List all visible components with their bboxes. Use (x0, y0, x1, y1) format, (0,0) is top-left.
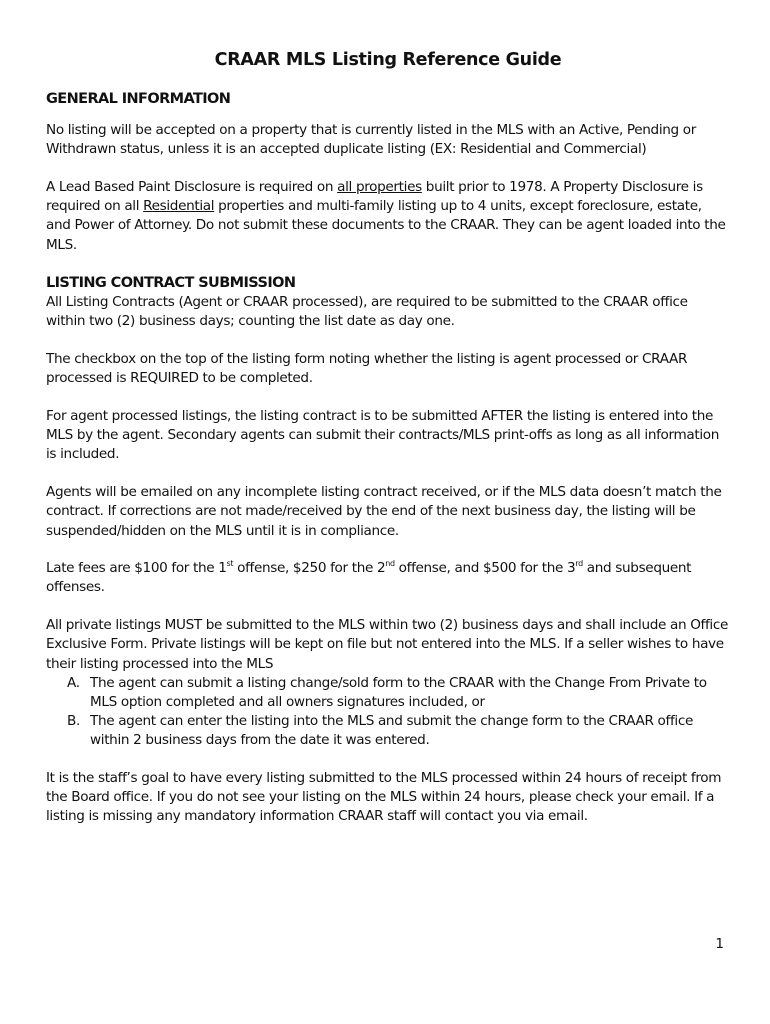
private-listings-paragraph: All private listings MUST be submitted to the MLS within two (2) business days and shall include an Office Exclusive Form. Private listings will be kept on file but not entered into the MLS. If a seller wishes to have their listing processed into the MLS (46, 617, 728, 672)
page-number: 1 (715, 936, 724, 952)
document-page (46, 48, 730, 845)
general-paragraph-2 (46, 178, 730, 255)
list-item (46, 712, 730, 750)
text-run: and subsequent offenses. (46, 560, 692, 596)
text-run: built prior to 1978. A Property Disclosure is required on all (46, 178, 703, 215)
underlined-text: all properties (337, 178, 422, 195)
ordinal-suffix: st (226, 559, 234, 569)
list-item (46, 674, 730, 712)
ordinal-suffix: rd (575, 559, 583, 569)
late-fees-paragraph (46, 559, 730, 597)
text-run: offense, $250 for the 2 (233, 560, 386, 577)
ordinal-suffix: nd (385, 559, 395, 569)
text-run: A Lead Based Paint Disclosure is required on (46, 178, 338, 195)
text-run: Late fees are $100 for the 1 (46, 560, 227, 577)
list-item-text: The agent can submit a listing change/sold form to the CRAAR with the Change From Private to MLS option completed and all owners signatures included, or (90, 674, 707, 710)
list-item-text: The agent can enter the listing into the MLS and submit the change form to the CRAAR office within 2 business days from the date it was entered. (90, 713, 693, 749)
general-paragraph-1: No listing will be accepted on a property that is currently listed in the MLS with an Active, Pending or Withdrawn status, unless it is an accepted duplicate listing (EX: Residential and Commercial) (46, 122, 696, 158)
general-information-heading: GENERAL INFORMATION (46, 91, 231, 107)
list-marker: A. (67, 674, 80, 691)
document-title: CRAAR MLS Listing Reference Guide (214, 50, 562, 70)
text-run: offense, and $500 for the 3 (394, 560, 576, 577)
listing-paragraph-3: For agent processed listings, the listing contract is to be submitted AFTER the listing is entered into the MLS by the agent. Secondary agents can submit their contracts/MLS print-offs as long as all information is included. (46, 408, 720, 463)
private-listing-options (46, 674, 730, 751)
listing-paragraph-1: All Listing Contracts (Agent or CRAAR processed), are required to be submitted to the CRAAR office within two (2) business days; counting the list date as day one. (46, 294, 688, 330)
listing-contract-heading: LISTING CONTRACT SUBMISSION (46, 275, 296, 292)
listing-paragraph-2: The checkbox on the top of the listing form noting whether the listing is agent processed or CRAAR processed is REQUIRED to be completed. (46, 351, 688, 387)
underlined-text: Residential (143, 198, 215, 215)
listing-paragraph-4: Agents will be emailed on any incomplete listing contract received, or if the MLS data doesn’t match the contract. If corrections are not made/received by the end of the next business day, the listing will be suspended/hidden on the MLS until it is in compliance. (46, 484, 722, 539)
staff-goal-paragraph: It is the staff’s goal to have every listing submitted to the MLS processed within 24 hours of receipt from the Board office. If you do not see your listing on the MLS within 24 hours, please check your email. If a listing is missing any mandatory information CRAAR staff will contact you via email. (46, 770, 722, 825)
text-run: properties and multi-family listing up to 4 units, except foreclosure, estate, and Power of Attorney. Do not submit these documents to the CRAAR. They can be agent loaded into the MLS. (46, 198, 726, 253)
list-marker: B. (67, 713, 80, 730)
